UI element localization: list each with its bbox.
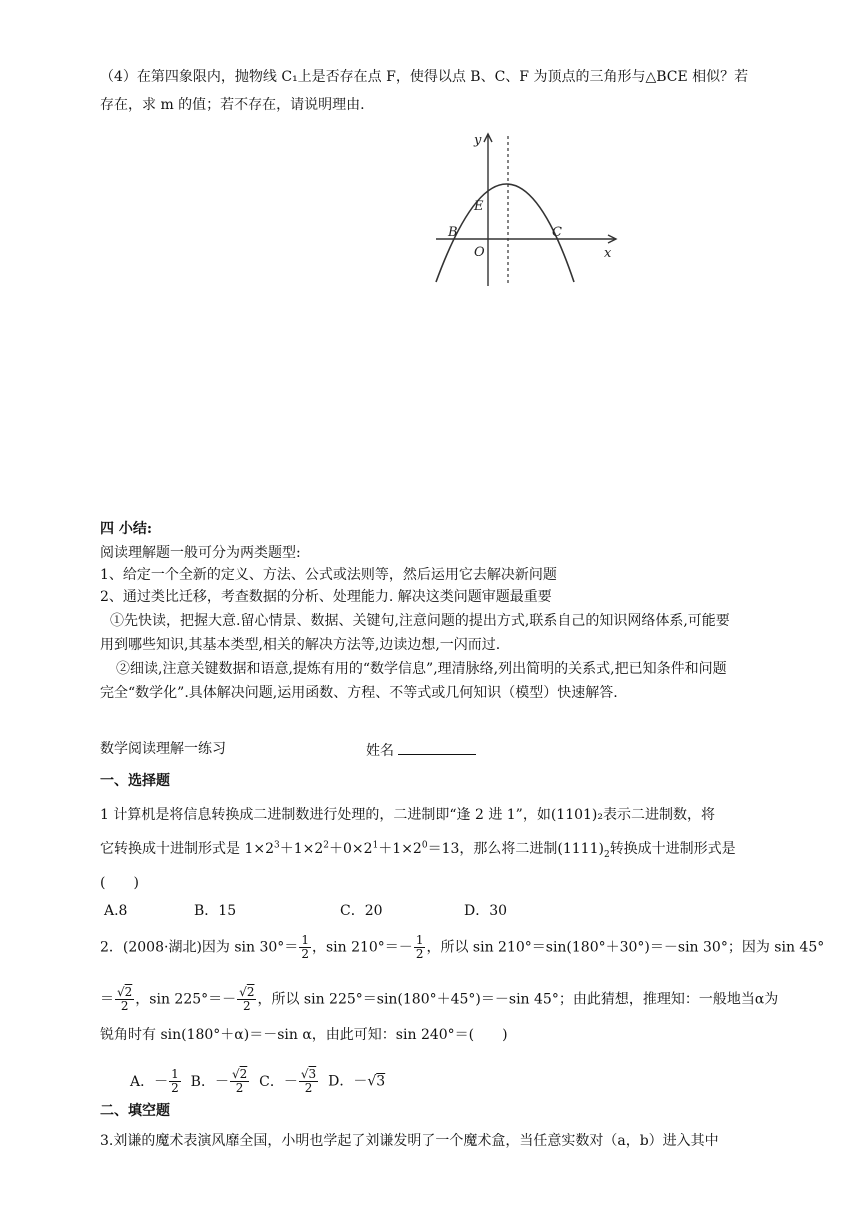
q1-option-d[interactable]: D．30 [464,903,508,919]
q2-line-1: 2．(2008·湖北)因为 sin 30°＝ $\frac{1}{2}$ ，sin 210°＝－ $\frac{1}{2}$ ，所以 sin 210°＝sin(180°＋30°)＝－sin 30°；因为 sin 45° [100,933,825,961]
axis-x-label: x [604,246,612,261]
q2-option-c[interactable]: C．－ $\frac{√3}{2}$ [259,1067,317,1095]
point-b-label: B [448,225,458,240]
q1-answer-paren: ( ) [100,875,139,891]
q2-options [130,1068,385,1095]
summary-para-1a: ①先快读，把握大意.留心情景、数据、关键句,注意问题的提出方式,联系自己的知识网络体系,可能要 [110,613,730,629]
summary-para-2b: 完全“数学化”.具体解决问题,运用函数、方程、不等式或几何知识（模型）快速解答. [100,685,618,701]
q4-line-2: 存在，求 m 的值；若不存在，请说明理由. [100,97,365,113]
summary-para-1b: 用到哪些知识,其基本类型,相关的解决方法等,边读边想,一闪而过. [100,637,501,653]
q2-option-a[interactable]: A．－ $\frac{1}{2}$ [130,1067,179,1095]
name-label: 姓名 [366,743,394,759]
q2-line-3: 锐角时有 sin(180°＋α)＝－sin α，由此可知：sin 240°＝( ) [100,1027,508,1043]
q2-line-2: ＝ $\frac{√2}{2}$ ，sin 225°＝－ $\frac{√2}{2}$ ，所以 sin 225°＝sin(180°＋45°)＝－sin 45°；由此猜想，推理知：一般地当α为 [100,985,779,1013]
origin-label: O [474,245,485,260]
exercise-title: 数学阅读理解一练习 [100,741,226,757]
q1-line-2: 它转换成十进制形式是 $1\times 2^3+1\times 2^2+0\times 2^1+1\times 2^0=13$，那么将二进制$(1111)_2$转换成十进制形式是 [100,840,736,860]
q2-option-b[interactable]: B．－ $\frac{√2}{2}$ [190,1067,248,1095]
q3-line-1: 3.刘谦的魔术表演风靡全国，小明也学起了刘谦发明了一个魔术盒，当任意实数对（a，b）进入其中 [100,1133,719,1149]
q1-line-1: 1 计算机是将信息转换成二进制数进行处理的，二进制即“逢 2 进 1”，如(1101)₂表示二进制数，将 [100,807,715,823]
q1-option-c[interactable]: C．20 [340,903,383,919]
axis-y-label: y [474,133,482,148]
summary-intro: 阅读理解题一般可分为两类题型: [100,545,301,561]
name-field[interactable] [366,740,476,760]
q4-line-1: （4）在第四象限内，抛物线 C₁上是否存在点 F，使得以点 B、C、F 为顶点的三角形与△BCE 相似？若 [100,69,749,85]
summary-item-2: 2、通过类比迁移，考查数据的分析、处理能力. 解决这类问题审题最重要 [100,589,552,605]
section-2-heading: 二、填空题 [100,1103,170,1119]
point-c-label: C [552,225,562,240]
summary-para-2a: ②细读,注意关键数据和语意,提炼有用的“数学信息”,理清脉络,列出简明的关系式,把已知条件和问题 [116,661,727,677]
summary-heading: 四 小结: [100,521,153,537]
q1-option-a[interactable]: A.8 [104,903,128,919]
q2-option-d[interactable]: D．－√3 [328,1073,386,1090]
q1-option-b[interactable]: B．15 [194,903,237,919]
summary-item-1: 1、给定一个全新的定义、方法、公式或法则等，然后运用它去解决新问题 [100,567,557,583]
section-1-heading: 一、选择题 [100,773,170,789]
name-blank[interactable] [398,740,476,755]
point-e-label: E [474,199,484,214]
parabola-figure [432,126,632,296]
